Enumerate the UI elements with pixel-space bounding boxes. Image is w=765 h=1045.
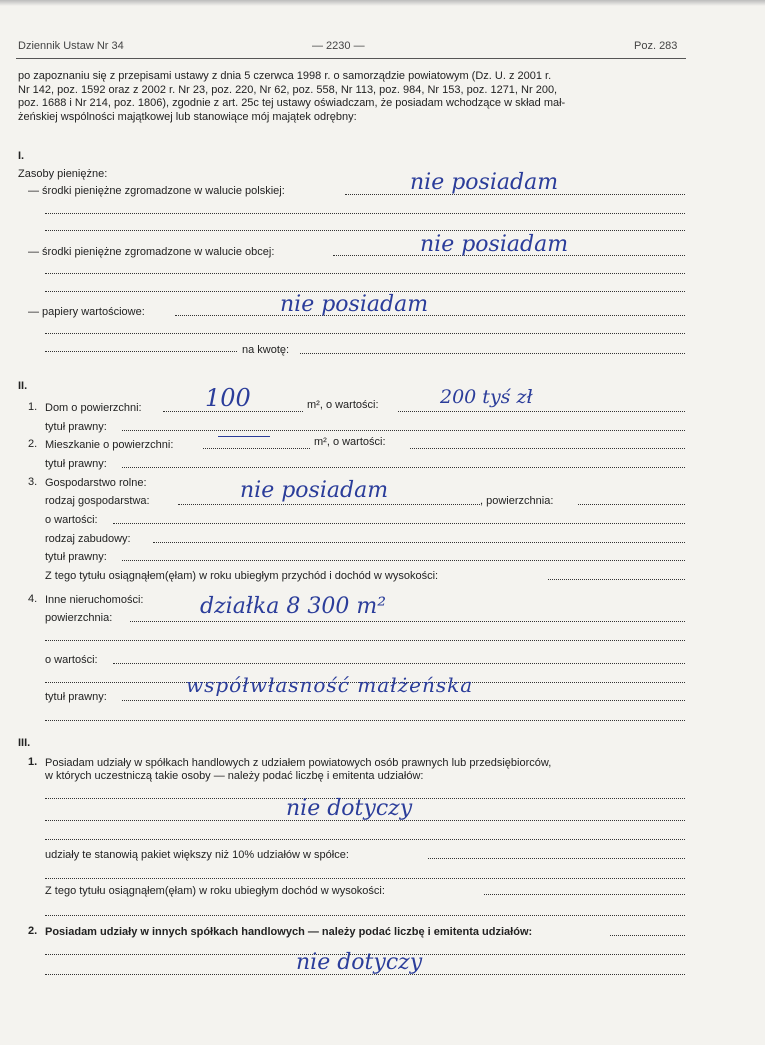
other-property-label: Inne nieruchomości: [45, 594, 144, 606]
farm-value-field[interactable] [113, 515, 685, 524]
dotted-line [45, 283, 685, 292]
foreign-cash-answer: nie posiadam [420, 232, 569, 257]
title-label: tytuł prawny: [45, 421, 107, 433]
house-label: Dom o powierzchni: [45, 402, 142, 414]
dotted-line [45, 265, 685, 274]
q2-answer: nie dotyczy [296, 950, 423, 975]
section-2-heading: II. [18, 380, 28, 392]
polish-cash-answer: nie posiadam [410, 170, 559, 195]
flat-label: Mieszkanie o powierzchni: [45, 439, 174, 451]
intro-paragraph [18, 70, 690, 124]
title-label: tytuł prawny: [45, 458, 107, 470]
flat-value-field[interactable] [410, 440, 685, 449]
farm-area-field[interactable] [578, 496, 685, 505]
journal-title: Dziennik Ustaw Nr 34 [18, 40, 124, 52]
amount-label: na kwotę: [242, 344, 290, 356]
header-rule [16, 58, 686, 59]
farm-area-label: , powierzchnia: [480, 495, 554, 507]
dotted-line [45, 907, 685, 916]
flat-unit-label: m², o wartości: [314, 436, 386, 448]
flat-area-field[interactable] [203, 440, 310, 449]
farm-type-label: rodzaj gospodarstwa: [45, 495, 150, 507]
securities-answer: nie posiadam [280, 292, 429, 317]
intro-line: poz. 1688 i Nr 214, poz. 1806), zgodnie z art. 25c tej ustawy oświadczam, że posiadam wchodzące w skład mał- [18, 97, 566, 109]
dotted-line [45, 712, 685, 721]
q1-line-2: w których uczestniczą takie osoby — należy podać liczbę i emitenta udziałów: [45, 770, 424, 782]
pakiet-label: udziały te stanowią pakiet większy niż 10% udziałów w spółce: [45, 849, 349, 861]
shares-income-label: Z tego tytułu osiągnąłem(ęłam) w roku ubiegłym dochód w wysokości: [45, 885, 385, 897]
section-1-heading: I. [18, 150, 25, 162]
scan-edge [0, 0, 765, 6]
house-unit-label: m², o wartości: [307, 399, 379, 411]
title-label: tytuł prawny: [45, 691, 107, 703]
other-title-answer: współwłasność małżeńska [186, 673, 474, 697]
surface-label: powierzchnia: [45, 612, 113, 624]
q2-field[interactable] [610, 927, 685, 936]
amount-field[interactable] [300, 345, 685, 354]
other-value-label: o wartości: [45, 654, 98, 666]
title-label: tytuł prawny: [45, 551, 107, 563]
item-number: 2. [28, 438, 38, 450]
foreign-cash-label: — środki pieniężne zgromadzone w walucie obcej: [28, 246, 275, 258]
position-number: Poz. 283 [634, 40, 678, 52]
building-label: rodzaj zabudowy: [45, 533, 131, 545]
intro-line: żeńskiej wspólności majątkowej lub stanowiące mój majątek odrębny: [18, 110, 357, 123]
securities-label: — papiery wartościowe: [28, 306, 145, 318]
dotted-line [45, 870, 685, 879]
page-number: — 2230 — [312, 40, 365, 52]
other-value-field[interactable] [113, 655, 685, 664]
q1-line-1: Posiadam udziały w spółkach handlowych z udziałem powiatowych osób prawnych lub przedsiębiorców, [45, 757, 552, 769]
dotted-line [45, 831, 685, 840]
item-number: 1. [28, 401, 38, 413]
farm-answer: nie posiadam [240, 478, 389, 503]
farm-label: Gospodarstwo rolne: [45, 477, 147, 489]
item-number: 3. [28, 476, 38, 488]
q1-answer: nie dotyczy [286, 796, 413, 821]
house-value-answer: 200 tyś zł [440, 386, 533, 408]
farm-income-field[interactable] [548, 571, 685, 580]
other-area-answer: działka 8 300 m² [200, 594, 387, 619]
intro-line: po zapoznaniu się z przepisami ustawy z dnia 5 czerwca 1998 r. o samorządzie powiatowym (Dz. U. z 2001 r. [18, 70, 552, 82]
item-number: 4. [28, 593, 38, 605]
item-number: 1. [28, 756, 38, 768]
flat-dash-mark [218, 436, 270, 437]
dotted-line [45, 632, 685, 641]
dotted-line [45, 222, 685, 231]
cash-title: Zasoby pieniężne: [18, 168, 108, 180]
farm-title-field[interactable] [122, 552, 685, 561]
dotted-line [45, 343, 237, 352]
dotted-line [45, 325, 685, 334]
flat-title-field[interactable] [122, 459, 685, 468]
securities-field[interactable] [175, 307, 685, 316]
polish-cash-label: — środki pieniężne zgromadzone w walucie polskiej: [28, 185, 285, 197]
q2-text: Posiadam udziały w innych spółkach handlowych — należy podać liczbę i emitenta udziałów: [45, 926, 533, 938]
dotted-line [45, 966, 685, 975]
pakiet-field[interactable] [428, 850, 685, 859]
section-3-heading: III. [18, 737, 31, 749]
dotted-line [45, 205, 685, 214]
farm-income-label: Z tego tytułu osiągnąłem(ęłam) w roku ubiegłym przychód i dochód w wysokości: [45, 570, 439, 582]
item-number: 2. [28, 925, 38, 937]
farm-value-label: o wartości: [45, 514, 98, 526]
house-title-field[interactable] [122, 422, 685, 431]
building-field[interactable] [153, 534, 685, 543]
house-area-answer: 100 [205, 384, 251, 412]
shares-income-field[interactable] [484, 886, 685, 895]
intro-line: Nr 142, poz. 1592 oraz z 2002 r. Nr 23, poz. 220, Nr 62, poz. 558, Nr 113, poz. 984, Nr 153, poz. 1271, Nr 200, [18, 83, 558, 96]
